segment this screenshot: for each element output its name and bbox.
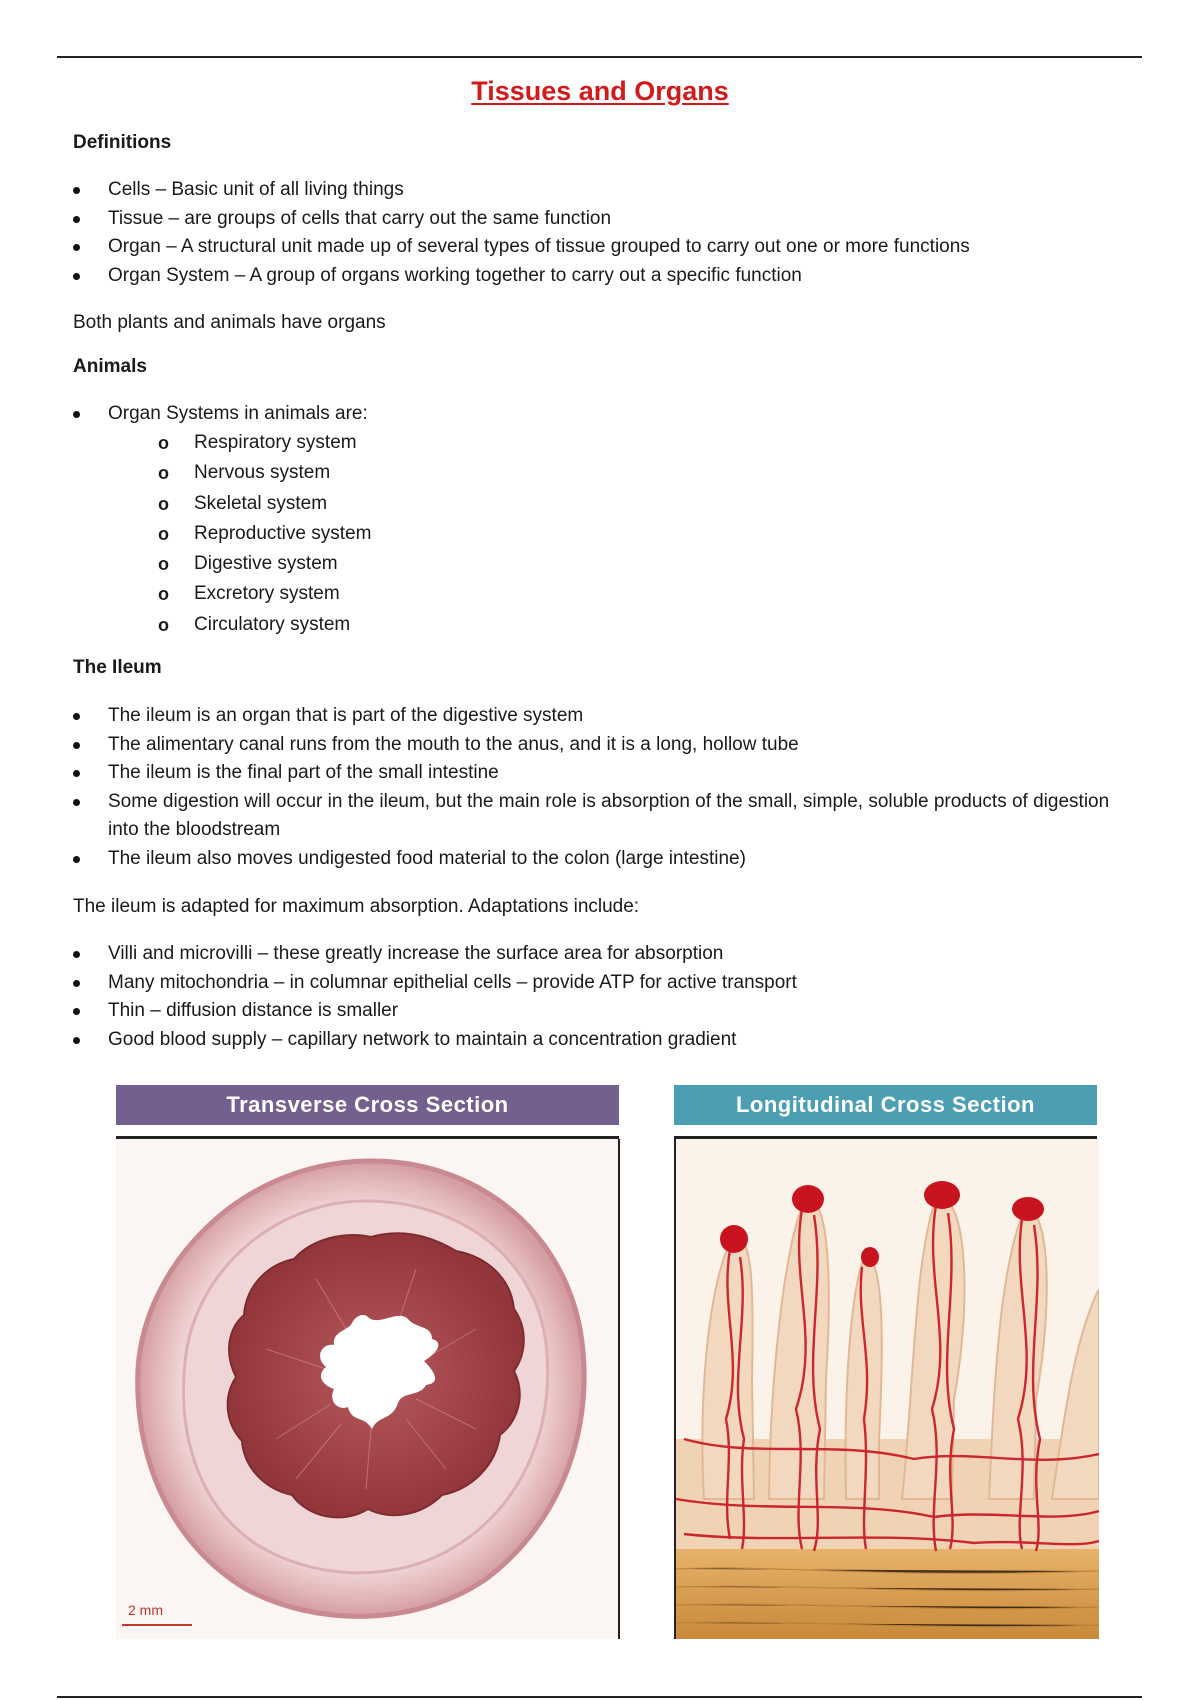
adaptations-list <box>0 940 1128 1054</box>
list-item: The ileum is the final part of the small intestine <box>0 759 1128 788</box>
list-item: Thin – diffusion distance is smaller <box>0 997 1128 1026</box>
longitudinal-section-banner: Longitudinal Cross Section <box>674 1085 1097 1125</box>
list-item: Good blood supply – capillary network to maintain a concentration gradient <box>0 1026 1128 1055</box>
transverse-section-image <box>116 1139 621 1639</box>
circle-bullet: o <box>158 463 169 484</box>
page-title: Tissues and Organs <box>471 76 729 106</box>
sub-list-item: o Respiratory system <box>0 428 371 458</box>
sub-list-item: o Reproductive system <box>0 519 371 549</box>
list-item: Villi and microvilli – these greatly increase the surface area for absorption <box>0 940 1128 969</box>
sub-list-item: o Skeletal system <box>0 489 371 519</box>
bottom-rule <box>57 1696 1142 1698</box>
organ-systems-list <box>0 428 371 640</box>
list-item: Tissue – are groups of cells that carry out the same function <box>0 205 1128 234</box>
longitudinal-section-image <box>674 1139 1099 1639</box>
transverse-section-banner: Transverse Cross Section <box>116 1085 619 1125</box>
sub-list-item: o Circulatory system <box>0 610 371 640</box>
list-item: The ileum is an organ that is part of the digestive system <box>0 702 1128 731</box>
adaptations-intro: The ileum is adapted for maximum absorption. Adaptations include: <box>73 896 640 917</box>
list-item: Organ Systems in animals are: <box>0 400 1128 429</box>
list-item: Organ – A structural unit made up of several types of tissue grouped to carry out one or more functions <box>0 233 1128 262</box>
animals-list <box>0 400 1128 429</box>
circle-bullet: o <box>158 554 169 575</box>
definitions-list <box>0 176 1128 290</box>
circle-bullet: o <box>158 493 169 514</box>
definitions-heading: Definitions <box>73 132 172 153</box>
sub-list-item: o Digestive system <box>0 549 371 579</box>
top-rule <box>57 56 1142 58</box>
circle-bullet: o <box>158 523 169 544</box>
circle-bullet: o <box>158 584 169 605</box>
circle-bullet: o <box>158 433 169 453</box>
list-item: Organ System – A group of organs working together to carry out a specific function <box>0 262 1128 291</box>
list-item: Some digestion will occur in the ileum, but the main role is absorption of the small, simple, soluble products of digestion into the bloodstream <box>0 788 1128 845</box>
scale-bar-label: 2 mm <box>128 1602 163 1618</box>
organs-note: Both plants and animals have organs <box>73 312 386 333</box>
list-item: Many mitochondria – in columnar epithelial cells – provide ATP for active transport <box>0 969 1128 998</box>
list-item: Cells – Basic unit of all living things <box>0 176 1128 205</box>
sub-list-item: o Nervous system <box>0 458 371 488</box>
ileum-heading: The Ileum <box>73 657 162 678</box>
animals-heading: Animals <box>73 356 147 377</box>
ileum-list <box>0 702 1128 873</box>
list-item: The ileum also moves undigested food material to the colon (large intestine) <box>0 845 1128 874</box>
sub-list-item: o Excretory system <box>0 579 371 609</box>
list-item: The alimentary canal runs from the mouth to the anus, and it is a long, hollow tube <box>0 731 1128 760</box>
circle-bullet: o <box>158 614 169 635</box>
